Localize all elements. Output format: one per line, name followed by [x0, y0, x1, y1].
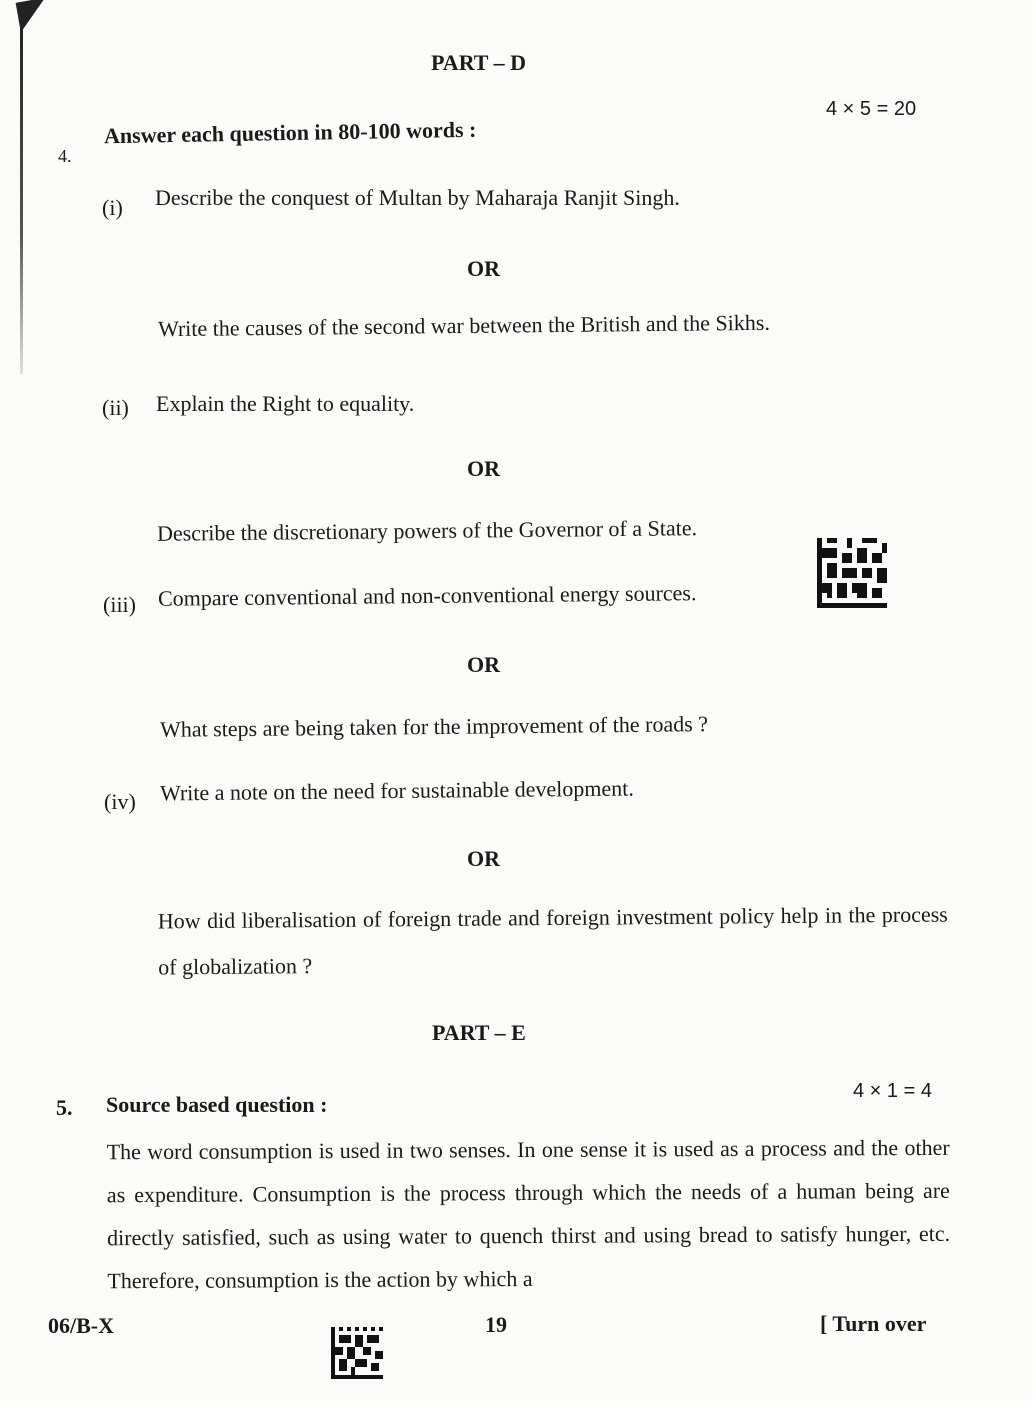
part-d-marks: 4 × 5 = 20 [826, 98, 917, 120]
or-label-4: OR [467, 846, 500, 871]
turn-over-label: [ Turn over [820, 1311, 927, 1336]
part-d-heading: PART – D [431, 50, 526, 75]
source-passage: The word consumption is used in two senses. In one sense it is used as a process and the other as expenditure. Consumption is the process through which the needs of a human being are directly satisfied, such as using water to quench thirst and using bread to satisfy hunger, etc. Therefore, consumption is the action by which a [106, 1134, 951, 1294]
paper-code: 06/B-X [48, 1313, 114, 1338]
item-iv-question: Write a note on the need for sustainable development. [159, 775, 634, 806]
item-iii-alt-question: What steps are being taken for the improvement of the roads ? [159, 711, 709, 742]
part-e-heading: PART – E [432, 1020, 526, 1045]
item-i-question: Describe the conquest of Multan by Maharaja Ranjit Singh. [155, 185, 680, 210]
question-4-number: 4. [58, 146, 72, 166]
datamatrix-code-icon [817, 538, 887, 608]
item-ii-alt-question: Describe the discretionary powers of the Governor of a State. [156, 515, 698, 546]
item-iv-number: (iv) [104, 789, 136, 814]
item-ii-number: (ii) [102, 395, 129, 420]
or-label-3: OR [467, 652, 500, 677]
or-label-2: OR [467, 456, 500, 481]
part-e-instruction: Source based question : [106, 1092, 328, 1117]
page-number: 19 [485, 1312, 507, 1337]
footer-datamatrix-icon [331, 1327, 383, 1379]
item-iii-question: Compare conventional and non-conventional energy sources. [157, 580, 697, 611]
item-iv-alt-question: How did liberalisation of foreign trade and foreign investment policy help in the process of globalization ? [157, 901, 948, 980]
part-d-instruction: Answer each question in 80-100 words : [103, 116, 477, 149]
item-iii-number: (iii) [103, 592, 136, 617]
part-e-marks: 4 × 1 = 4 [853, 1080, 932, 1102]
margin-line [20, 22, 23, 374]
question-5-number: 5. [56, 1095, 73, 1120]
item-i-number: (i) [102, 195, 123, 220]
item-i-alt-question: Write the causes of the second war between the British and the Sikhs. [157, 309, 770, 342]
item-ii-question: Explain the Right to equality. [156, 391, 415, 416]
or-label-1: OR [467, 256, 500, 281]
